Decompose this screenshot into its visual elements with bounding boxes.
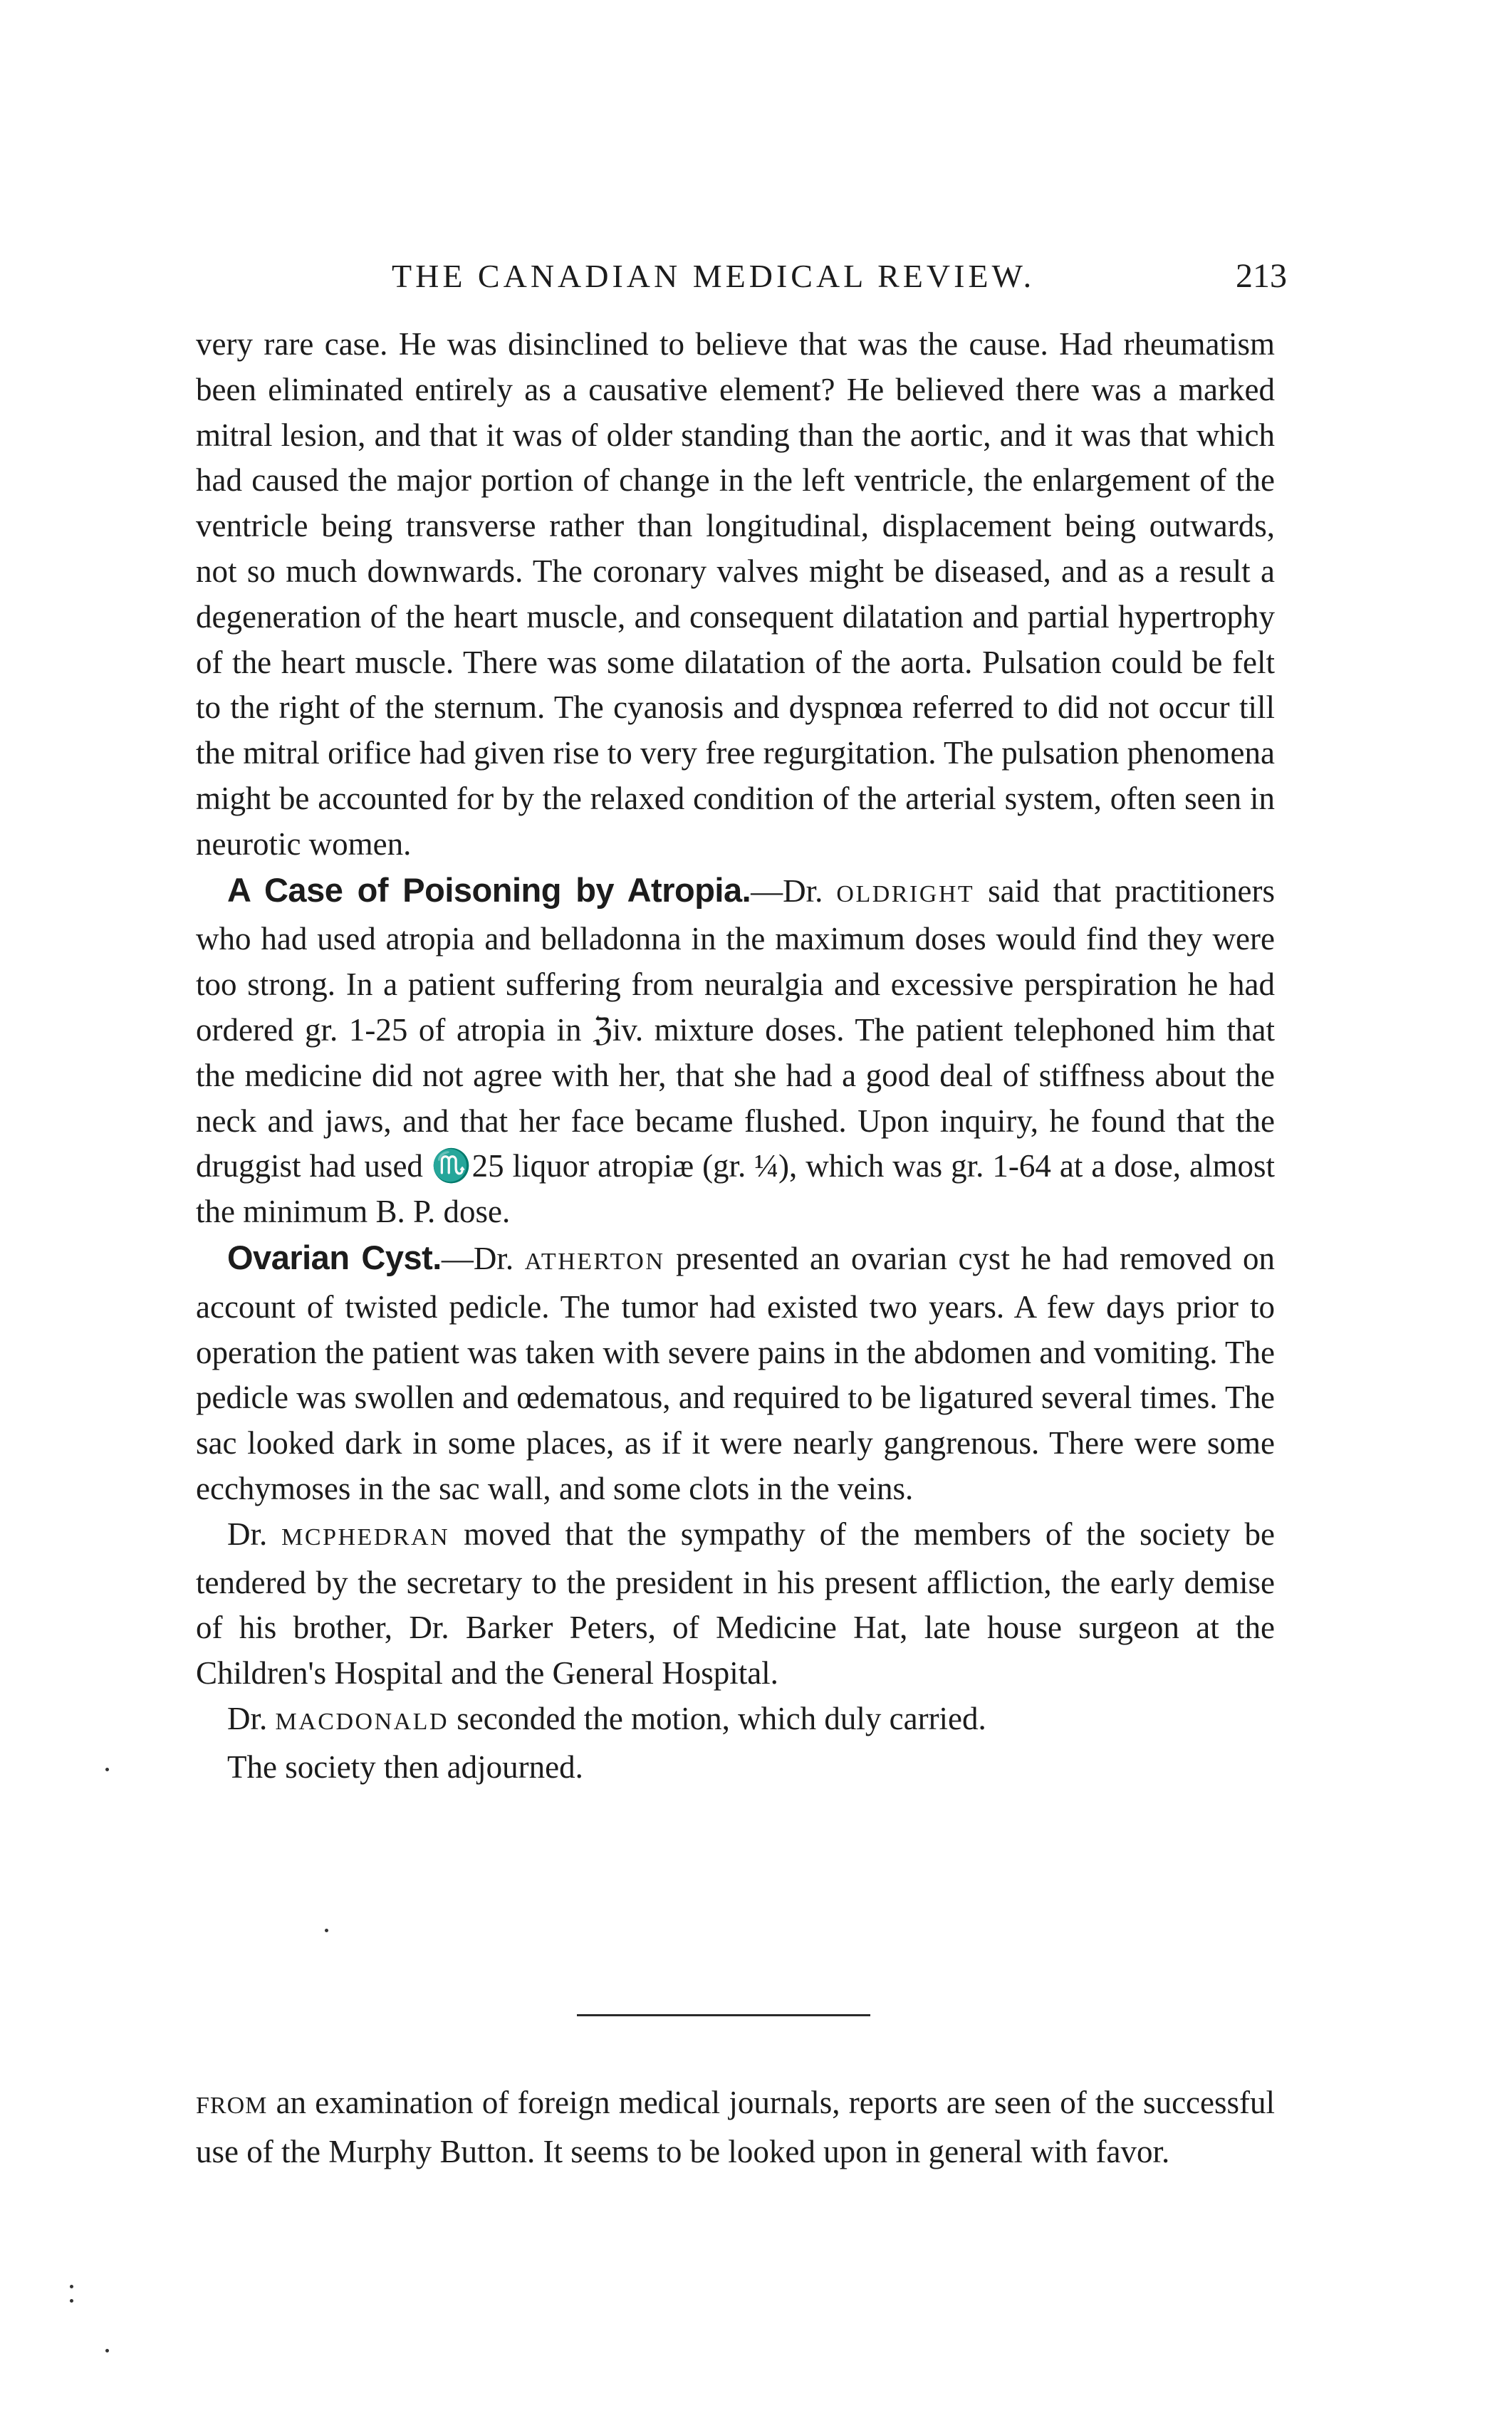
- lead-word: FROM: [196, 2093, 268, 2119]
- print-speck: [70, 2285, 73, 2288]
- print-speck: [70, 2299, 73, 2303]
- paragraph-text: presented an ovarian cyst he had removed on account of twisted pedicle. The tumor had existed two years. A few days prior to operation the patient was taken with severe pains in the abdomen and vomiting. The pedicle was swollen and œdematous, and required to be ligatured several times. The sac looked dark in some places, as if it were nearly gangrenous. There were some ecchymoses in the sac wall, and some clots in the veins.: [196, 1240, 1276, 1506]
- page-number: 213: [1236, 257, 1287, 295]
- paragraph-text: an examination of foreign medical journals, reports are seen of the successful use of the Murphy Button. It seems to be looked upon in general with favor.: [196, 2085, 1275, 2169]
- article-body: [196, 322, 1275, 1791]
- paragraph-motion: [196, 1512, 1275, 1697]
- doctor-name-atherton: ATHERTON: [524, 1248, 665, 1275]
- paragraph-ovarian: [196, 1235, 1275, 1512]
- print-speck: [105, 2349, 109, 2352]
- doctor-name-macdonald: MACDONALD: [275, 1708, 449, 1735]
- doctor-title: Dr.: [473, 1240, 514, 1276]
- paragraph-text: seconded the motion, which duly carried.: [457, 1700, 986, 1736]
- doctor-title: Dr.: [783, 872, 823, 909]
- section-heading-atropia: A Case of Poisoning by Atropia.: [227, 870, 751, 909]
- paragraph-text: said that practitioners who had used atropia and belladonna in the maximum doses would find they were too strong. In a patient suffering from neuralgia and excessive perspiration he had ordered gr. 1-25 of atropia in ℨiv. mixture doses. The patient telephoned him that the medicine did not agree with her, that she had a good deal of stiffness about the neck and jaws, and that her face became flushed. Upon inquiry, he found that the druggist had used ♏25 liquor atropiæ (gr. ¼), which was gr. 1-64 at a dose, almost the minimum B. P. dose.: [196, 872, 1275, 1230]
- doctor-name-mcphedran: MCPHEDRAN: [281, 1523, 450, 1551]
- section-divider-rule: [577, 2014, 870, 2016]
- paragraph-atropia: [196, 867, 1275, 1235]
- doctor-title: Dr.: [227, 1700, 268, 1736]
- heading-dash: —: [441, 1240, 474, 1276]
- paragraph-discussion: very rare case. He was disinclined to believe that was the cause. Had rheumatism been eliminated entirely as a causative element? He believed there was a marked mitral lesion, and that it was of older standing than the aortic, and it was that which had caused the major portion of change in the left ventricle, the enlargement of the ventricle being transverse rather than longitudinal, displacement being outwards, not so much downwards. The coronary valves might be diseased, and as a result a degeneration of the heart muscle, and consequent dilatation and partial hypertrophy of the heart muscle. There was some dilatation of the aorta. Pulsation could be felt to the right of the sternum. The cyanosis and dyspnœa referred to did not occur till the mitral orifice had given rise to very free regurgitation. The pulsation phenomena might be accounted for by the relaxed condition of the arterial system, often seen in neurotic women.: [196, 326, 1275, 862]
- paragraph-second: [196, 1697, 1275, 1745]
- paragraph-murphy-button: [196, 2080, 1275, 2174]
- news-note: [196, 2080, 1275, 2174]
- print-speck: [325, 1929, 328, 1932]
- doctor-name-oldright: OLDRIGHT: [836, 880, 975, 907]
- section-heading-ovarian: Ovarian Cyst.: [227, 1238, 442, 1276]
- paragraph-adjourned: The society then adjourned.: [227, 1748, 583, 1785]
- running-head-title: THE CANADIAN MEDICAL REVIEW.: [392, 258, 1036, 294]
- heading-dash: —: [751, 872, 783, 909]
- doctor-title: Dr.: [227, 1516, 268, 1552]
- paragraph-text: moved that the sympathy of the members of the society be tendered by the secretary to the president in his present affliction, the early demise of his brother, Dr. Barker Peters, of Medicine Hat, late house surgeon at the Children's Hospital and the General Hospital.: [196, 1516, 1275, 1692]
- print-speck: [105, 1768, 109, 1771]
